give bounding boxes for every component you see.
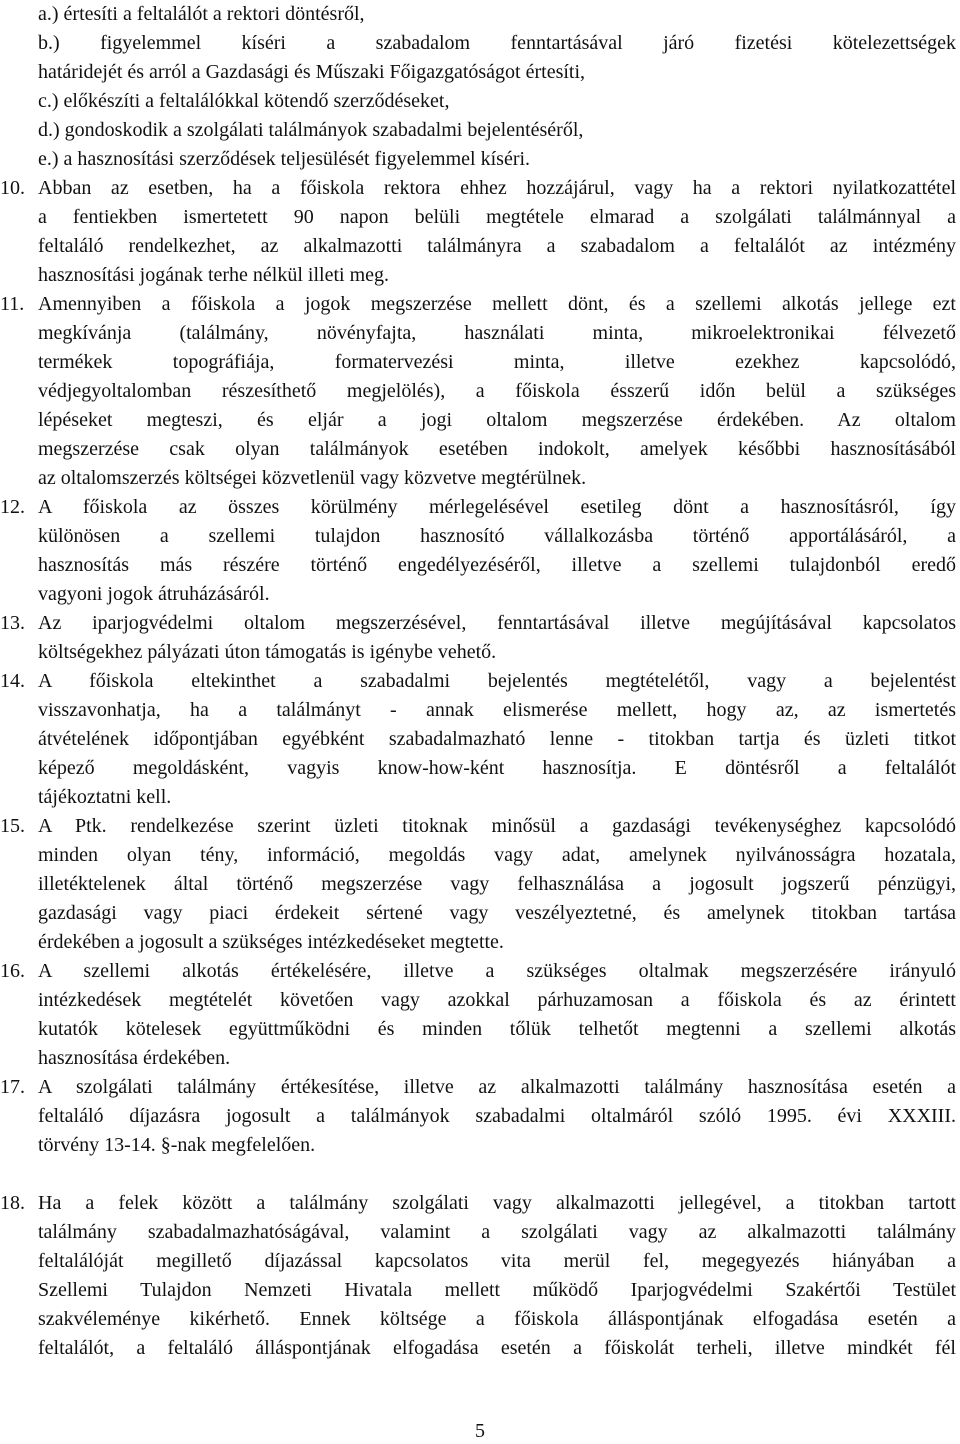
item-line: védjegyoltalomban részesíthető megjelölés), a főiskola ésszerű időn belül a szükséges xyxy=(38,380,956,402)
item-line: A szellemi alkotás értékelésére, illetve a szükséges oltalmak megszerzésére irányuló xyxy=(38,960,956,982)
item-line: képező megoldásként, vagyis know-how-ként hasznosítja. E döntésről a feltalálót xyxy=(38,757,956,779)
item-16 xyxy=(0,957,956,1073)
item-line: kutatók kötelesek együttműködni és minden tőlük telhetőt megtenni a szellemi alkotás xyxy=(38,1018,956,1040)
item-line: visszavonhatja, ha a találmányt - annak elismerése mellett, hogy az, az ismertetés xyxy=(38,699,956,721)
item-line: A főiskola az összes körülmény mérlegelésével esetileg dönt a hasznosításról, így xyxy=(38,496,956,518)
item-line: feltalálót, a feltaláló álláspontjának elfogadása esetén a főiskolát terheli, illetve mindkét fél xyxy=(38,1337,956,1359)
item-line: minden olyan tény, információ, megoldás vagy adat, amelynek nyilvánosságra hozatala, xyxy=(38,844,956,866)
sub-item-a: a.) értesíti a feltalálót a rektori döntésről, xyxy=(38,3,365,25)
item-number: 12. xyxy=(0,496,25,518)
item-number: 13. xyxy=(0,612,25,634)
sub-item-b-line-1: b.) figyelemmel kíséri a szabadalom fenntartásával járó fizetési kötelezettségek xyxy=(38,32,956,54)
item-line: hasznosítási jogának terhe nélkül illeti meg. xyxy=(38,264,390,286)
item-line: törvény 13-14. §-nak megfelelően. xyxy=(38,1134,316,1156)
item-11 xyxy=(0,290,956,493)
item-12 xyxy=(0,493,956,609)
blank-line xyxy=(38,1160,956,1189)
item-15 xyxy=(0,812,956,957)
item-line: tájékoztatni kell. xyxy=(38,786,172,808)
item-line: Ha a felek között a találmány szolgálati vagy alkalmazotti jellegével, a titokban tartott xyxy=(38,1192,956,1214)
item-line: szakvéleménye kikérhető. Ennek költsége a főiskola álláspontjának elfogadása esetén a xyxy=(38,1308,956,1330)
item-number: 16. xyxy=(0,960,25,982)
item-line: hasznosítása érdekében. xyxy=(38,1047,231,1069)
item-line: A Ptk. rendelkezése szerint üzleti titoknak minősül a gazdasági tevékenységhez kapcsolódó xyxy=(38,815,956,837)
item-line: Szellemi Tulajdon Nemzeti Hivatala mellett működő Iparjogvédelmi Szakértői Testület xyxy=(38,1279,956,1301)
item-line: költségekhez pályázati úton támogatás is igénybe vehető. xyxy=(38,641,497,663)
item-line: az oltalomszerzés költségei közvetlenül vagy közvetve megtérülnek. xyxy=(38,467,587,489)
item-line: átvételének időpontjában egyébként szabadalmazható lenne - titokban tartja és üzleti titkot xyxy=(38,728,956,750)
item-line: vagyoni jogok átruházásáról. xyxy=(38,583,270,605)
item-line: hasznosítás más részére történő engedélyezéséről, illetve a szellemi tulajdonból eredő xyxy=(38,554,956,576)
item-line: feltalálóját megillető díjazással kapcsolatos vita merül fel, megegyezés hiányában a xyxy=(38,1250,956,1272)
item-number: 17. xyxy=(0,1076,25,1098)
item-line: találmány szabadalmazhatóságával, valamint a szolgálati vagy az alkalmazotti találmány xyxy=(38,1221,956,1243)
item-number: 14. xyxy=(0,670,25,692)
item-number: 18. xyxy=(0,1192,25,1214)
item-18 xyxy=(0,1189,956,1363)
sub-item-d: d.) gondoskodik a szolgálati találmányok szabadalmi bejelentéséről, xyxy=(38,119,584,141)
item-line: A főiskola eltekinthet a szabadalmi bejelentés megtételétől, vagy a bejelentést xyxy=(38,670,956,692)
item-14 xyxy=(0,667,956,812)
item-line: a fentiekben ismertetett 90 napon belüli megtétele elmarad a szolgálati találmánnyal a xyxy=(38,206,956,228)
item-line: illetéktelenek által történő megszerzése vagy felhasználása a jogosult jogszerű pénzügyi, xyxy=(38,873,956,895)
item-line: intézkedések megtételét követően vagy azokkal párhuzamosan a főiskola és az érintett xyxy=(38,989,956,1011)
item-line: gazdasági vagy piaci érdekeit sértené vagy veszélyeztetné, és amelynek titokban tartása xyxy=(38,902,956,924)
item-line: különösen a szellemi tulajdon hasznosító vállalkozásba történő apportálásáról, a xyxy=(38,525,956,547)
item-line: lépéseket megteszi, és eljár a jogi oltalom megszerzése érdekében. Az oltalom xyxy=(38,409,956,431)
sub-list xyxy=(38,0,956,174)
sub-item-c: c.) előkészíti a feltalálókkal kötendő szerződéseket, xyxy=(38,90,450,112)
item-number: 11. xyxy=(0,293,25,315)
sub-item-b-line-2: határidejét és arról a Gazdasági és Műszaki Főigazgatóságot értesíti, xyxy=(38,61,586,83)
item-13 xyxy=(0,609,956,667)
sub-item-e: e.) a hasznosítási szerződések teljesülését figyelemmel kíséri. xyxy=(38,148,531,170)
item-line: érdekében a jogosult a szükséges intézkedéseket megtette. xyxy=(38,931,504,953)
item-number: 10. xyxy=(0,177,25,199)
item-number: 15. xyxy=(0,815,25,837)
item-line: A szolgálati találmány értékesítése, illetve az alkalmazotti találmány hasznosítása esetén a xyxy=(38,1076,956,1098)
page-number: 5 xyxy=(475,1420,485,1442)
item-line: megszerzése csak olyan találmányok esetében indokolt, amelyek későbbi hasznosításából xyxy=(38,438,956,460)
item-line: megkívánja (találmány, növényfajta, használati minta, mikroelektronikai félvezető xyxy=(38,322,956,344)
item-line: Az iparjogvédelmi oltalom megszerzésével, fenntartásával illetve megújításával kapcsolatos xyxy=(38,612,956,634)
item-line: feltaláló díjazásra jogosult a találmányok szabadalmi oltalmáról szóló 1995. évi XXXIII. xyxy=(38,1105,956,1127)
item-17 xyxy=(0,1073,956,1160)
item-10 xyxy=(0,174,956,290)
item-line: Amennyiben a főiskola a jogok megszerzése mellett dönt, és a szellemi alkotás jellege ezt xyxy=(38,293,956,315)
item-line: termékek topográfiája, formatervezési minta, illetve ezekhez kapcsolódó, xyxy=(38,351,956,373)
item-line: feltaláló rendelkezhet, az alkalmazotti találmányra a szabadalom a feltalálót az intézmény xyxy=(38,235,956,257)
item-line: Abban az esetben, ha a főiskola rektora ehhez hozzájárul, vagy ha a rektori nyilatkozattétel xyxy=(38,177,956,199)
